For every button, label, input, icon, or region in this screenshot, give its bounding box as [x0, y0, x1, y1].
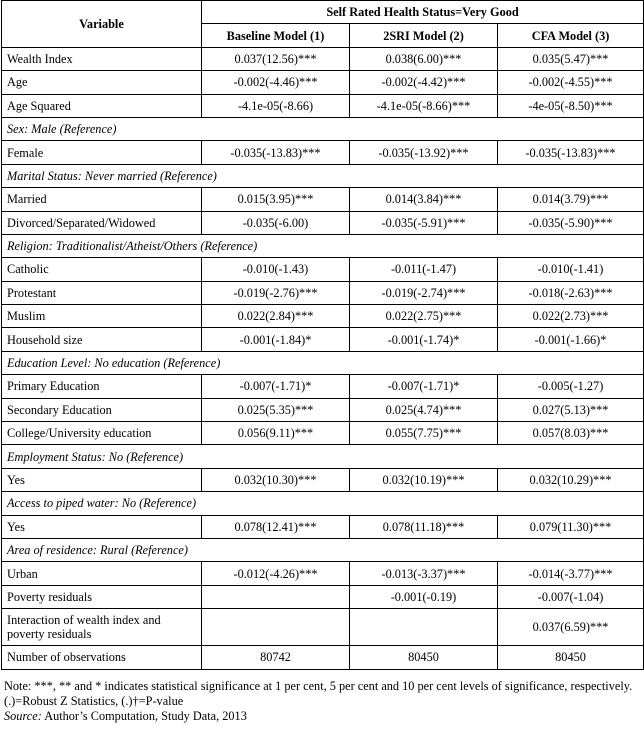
baseline-cell [202, 585, 350, 608]
2sri-cell: 0.078(11.18)*** [350, 515, 498, 538]
variable-label: College/University education [2, 422, 202, 445]
baseline-cell: -0.002(-4.46)*** [202, 71, 350, 94]
cfa-cell: 0.057(8.03)*** [498, 422, 644, 445]
baseline-cell: -0.035(-6.00) [202, 211, 350, 234]
cfa-cell: -0.035(-5.90)*** [498, 211, 644, 234]
2sri-cell: -0.035(-13.92)*** [350, 141, 498, 164]
cfa-cell: -0.001(-1.66)* [498, 328, 644, 351]
2sri-cell: -0.011(-1.47) [350, 258, 498, 281]
variable-label: Age Squared [2, 94, 202, 117]
variable-label: Urban [2, 562, 202, 585]
baseline-cell: 0.015(3.95)*** [202, 188, 350, 211]
table-row [2, 328, 644, 351]
cfa-cell: 0.037(6.59)*** [498, 609, 644, 646]
baseline-cell: 80742 [202, 646, 350, 669]
variable-label: Number of observations [2, 646, 202, 669]
section-label: Sex: Male (Reference) [2, 117, 644, 140]
2sri-cell: 0.022(2.75)*** [350, 305, 498, 328]
table-row [2, 585, 644, 608]
section-label: Education Level: No education (Reference) [2, 351, 644, 374]
section-label: Employment Status: No (Reference) [2, 445, 644, 468]
cfa-cell: -0.035(-13.83)*** [498, 141, 644, 164]
baseline-cell: -0.012(-4.26)*** [202, 562, 350, 585]
cfa-cell: -0.010(-1.41) [498, 258, 644, 281]
section-row [2, 351, 644, 374]
table-row [2, 94, 644, 117]
2sri-cell: -4.1e-05(-8.66)*** [350, 94, 498, 117]
2sri-cell [350, 609, 498, 646]
2sri-cell: 0.014(3.84)*** [350, 188, 498, 211]
variable-label: Primary Education [2, 375, 202, 398]
2sri-cell: 0.032(10.19)*** [350, 468, 498, 491]
section-row [2, 117, 644, 140]
cfa-cell: -0.007(-1.04) [498, 585, 644, 608]
regression-table [1, 0, 644, 670]
table-row [2, 398, 644, 421]
baseline-cell: 0.037(12.56)*** [202, 47, 350, 70]
cfa-cell: 80450 [498, 646, 644, 669]
baseline-cell: -0.001(-1.84)* [202, 328, 350, 351]
table-row [2, 609, 644, 646]
variable-label: Married [2, 188, 202, 211]
table-row [2, 71, 644, 94]
cfa-cell: 0.079(11.30)*** [498, 515, 644, 538]
2sri-cell: -0.001(-1.74)* [350, 328, 498, 351]
cfa-cell: 0.035(5.47)*** [498, 47, 644, 70]
model-header-cfa: CFA Model (3) [498, 24, 644, 47]
2sri-cell: 80450 [350, 646, 498, 669]
baseline-cell: 0.078(12.41)*** [202, 515, 350, 538]
cfa-cell: -0.014(-3.77)*** [498, 562, 644, 585]
source-text: Author’s Computation, Study Data, 2013 [41, 708, 247, 723]
variable-label: Yes [2, 515, 202, 538]
results-document [1, 0, 643, 724]
baseline-cell: 0.022(2.84)*** [202, 305, 350, 328]
variable-label: Wealth Index [2, 47, 202, 70]
cfa-cell: 0.014(3.79)*** [498, 188, 644, 211]
section-row [2, 492, 644, 515]
cfa-cell: 0.027(5.13)*** [498, 398, 644, 421]
2sri-cell: -0.019(-2.74)*** [350, 281, 498, 304]
section-row [2, 538, 644, 561]
variable-label: Yes [2, 468, 202, 491]
table-row [2, 281, 644, 304]
2sri-cell: -0.002(-4.42)*** [350, 71, 498, 94]
variable-header: Variable [2, 1, 202, 48]
table-notes [1, 670, 643, 724]
baseline-cell: 0.025(5.35)*** [202, 398, 350, 421]
2sri-cell: -0.001(-0.19) [350, 585, 498, 608]
baseline-cell: -0.010(-1.43) [202, 258, 350, 281]
baseline-cell: -4.1e-05(-8.66) [202, 94, 350, 117]
cfa-cell: 0.032(10.29)*** [498, 468, 644, 491]
cfa-cell: -0.002(-4.55)*** [498, 71, 644, 94]
baseline-cell: 0.032(10.30)*** [202, 468, 350, 491]
model-header-baseline: Baseline Model (1) [202, 24, 350, 47]
table-row [2, 188, 644, 211]
table-row [2, 258, 644, 281]
2sri-cell: -0.035(-5.91)*** [350, 211, 498, 234]
table-row [2, 305, 644, 328]
section-label: Area of residence: Rural (Reference) [2, 538, 644, 561]
section-row [2, 234, 644, 257]
variable-label: Household size [2, 328, 202, 351]
table-body [2, 47, 644, 669]
source-line [4, 709, 640, 724]
variable-label: Protestant [2, 281, 202, 304]
variable-label: Secondary Education [2, 398, 202, 421]
source-label: Source: [4, 708, 42, 723]
section-row [2, 445, 644, 468]
model-header-2sri: 2SRI Model (2) [350, 24, 498, 47]
2sri-cell: -0.013(-3.37)*** [350, 562, 498, 585]
variable-label: Age [2, 71, 202, 94]
table-row [2, 562, 644, 585]
2sri-cell: 0.038(6.00)*** [350, 47, 498, 70]
2sri-cell: 0.055(7.75)*** [350, 422, 498, 445]
variable-label: Muslim [2, 305, 202, 328]
table-row [2, 646, 644, 669]
table-header [2, 1, 644, 48]
variable-label: Female [2, 141, 202, 164]
table-row [2, 47, 644, 70]
table-row [2, 422, 644, 445]
table-row [2, 141, 644, 164]
variable-label: Divorced/Separated/Widowed [2, 211, 202, 234]
variable-label: Interaction of wealth index and poverty residuals [2, 609, 202, 646]
table-row [2, 515, 644, 538]
variable-label: Poverty residuals [2, 585, 202, 608]
section-label: Marital Status: Never married (Reference) [2, 164, 644, 187]
section-row [2, 164, 644, 187]
significance-note: Note: ***, ** and * indicates statistical significance at 1 per cent, 5 per cent and 10 per cent levels of significance, respectively. (.)=Robust Z Statistics, (.)†=P-value [4, 678, 633, 708]
2sri-cell: -0.007(-1.71)* [350, 375, 498, 398]
cfa-cell: -4e-05(-8.50)*** [498, 94, 644, 117]
baseline-cell: -0.019(-2.76)*** [202, 281, 350, 304]
baseline-cell: -0.007(-1.71)* [202, 375, 350, 398]
baseline-cell [202, 609, 350, 646]
section-label: Religion: Traditionalist/Atheist/Others (Reference) [2, 234, 644, 257]
table-row [2, 375, 644, 398]
outcome-group-header: Self Rated Health Status=Very Good [202, 1, 644, 24]
cfa-cell: 0.022(2.73)*** [498, 305, 644, 328]
cfa-cell: -0.005(-1.27) [498, 375, 644, 398]
table-row [2, 211, 644, 234]
baseline-cell: -0.035(-13.83)*** [202, 141, 350, 164]
cfa-cell: -0.018(-2.63)*** [498, 281, 644, 304]
variable-label: Catholic [2, 258, 202, 281]
table-row [2, 468, 644, 491]
section-label: Access to piped water: No (Reference) [2, 492, 644, 515]
baseline-cell: 0.056(9.11)*** [202, 422, 350, 445]
2sri-cell: 0.025(4.74)*** [350, 398, 498, 421]
